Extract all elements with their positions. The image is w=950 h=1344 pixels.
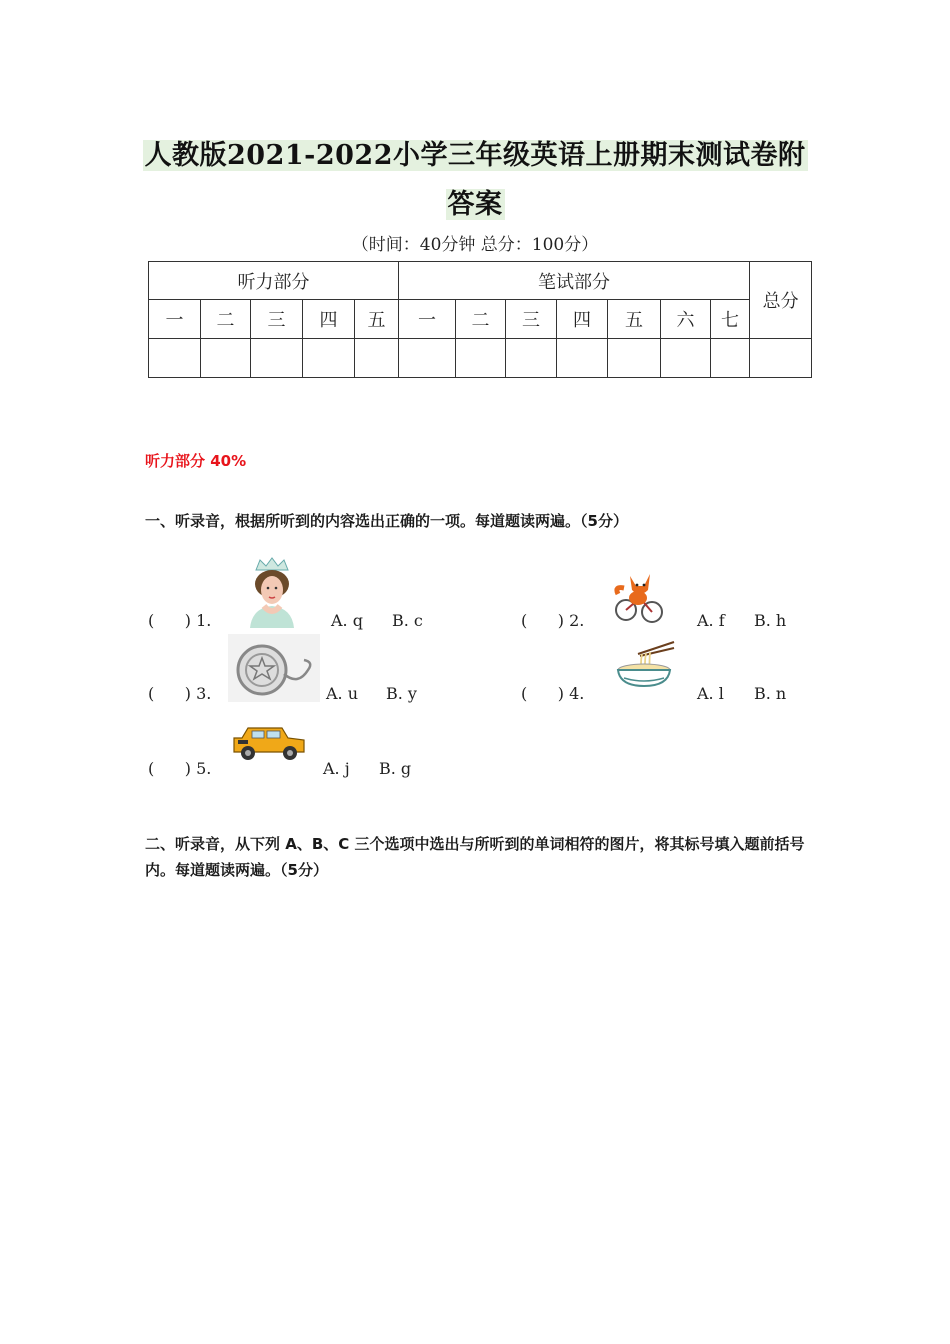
total-header: 总分 (750, 262, 812, 339)
listening-col: 二 (201, 300, 251, 339)
section-1-heading: 一、听录音，根据所听到的内容选出正确的一项。每道题读两遍。（5分） (145, 512, 628, 530)
score-cell[interactable] (355, 339, 399, 378)
listening-col: 三 (251, 300, 303, 339)
score-cell[interactable] (303, 339, 355, 378)
total-score-cell[interactable] (750, 339, 812, 378)
answer-bracket[interactable]: ( ) 1. (148, 611, 212, 630)
listening-col: 四 (303, 300, 355, 339)
score-cell[interactable] (557, 339, 608, 378)
noodles-picture (612, 640, 676, 690)
option-a: A. j (323, 759, 350, 778)
score-cell[interactable] (399, 339, 456, 378)
jeep-picture (230, 724, 308, 762)
written-col: 四 (557, 300, 608, 339)
score-cell[interactable] (201, 339, 251, 378)
fox-on-bike-picture (612, 568, 668, 624)
written-col: 三 (506, 300, 557, 339)
score-table (148, 261, 812, 378)
queen-picture (242, 556, 302, 628)
listening-section-heading: 听力部分 40% (145, 452, 247, 470)
listening-header: 听力部分 (149, 262, 399, 300)
page-title-line-2: 答案 (447, 189, 503, 220)
score-cell[interactable] (661, 339, 711, 378)
score-cell[interactable] (711, 339, 750, 378)
answer-bracket[interactable]: ( ) 5. (148, 759, 212, 778)
answer-bracket[interactable]: ( ) 2. (521, 611, 585, 630)
answer-bracket[interactable]: ( ) 3. (148, 684, 212, 703)
score-cell[interactable] (506, 339, 557, 378)
written-col: 七 (711, 300, 750, 339)
written-header: 笔试部分 (399, 262, 750, 300)
option-b: B. g (379, 759, 412, 778)
option-a: A. q (331, 611, 363, 630)
listening-col: 一 (149, 300, 201, 339)
option-a: A. f (697, 611, 725, 630)
option-b: B. y (386, 684, 417, 703)
option-b: B. h (754, 611, 787, 630)
option-b: B. n (754, 684, 787, 703)
section-2-heading: 二、听录音，从下列 A、B、C 三个选项中选出与所听到的单词相符的图片，将其标号填入题前括号内。每道题读两遍。（5分） (145, 835, 805, 879)
written-col: 五 (608, 300, 661, 339)
score-cell[interactable] (456, 339, 506, 378)
page-title-line-1: 人教版2021-2022小学三年级英语上册期末测试卷附 (144, 140, 806, 171)
option-a: A. l (697, 684, 724, 703)
option-b: B. c (392, 611, 423, 630)
written-col: 六 (661, 300, 711, 339)
written-col: 一 (399, 300, 456, 339)
option-a: A. u (326, 684, 359, 703)
exam-info: （时间：40分钟 总分：100分） (351, 235, 599, 255)
answer-bracket[interactable]: ( ) 4. (521, 684, 585, 703)
score-cell[interactable] (251, 339, 303, 378)
yoyo-picture (228, 634, 320, 702)
listening-col: 五 (355, 300, 399, 339)
written-col: 二 (456, 300, 506, 339)
score-cell[interactable] (149, 339, 201, 378)
score-cell[interactable] (608, 339, 661, 378)
